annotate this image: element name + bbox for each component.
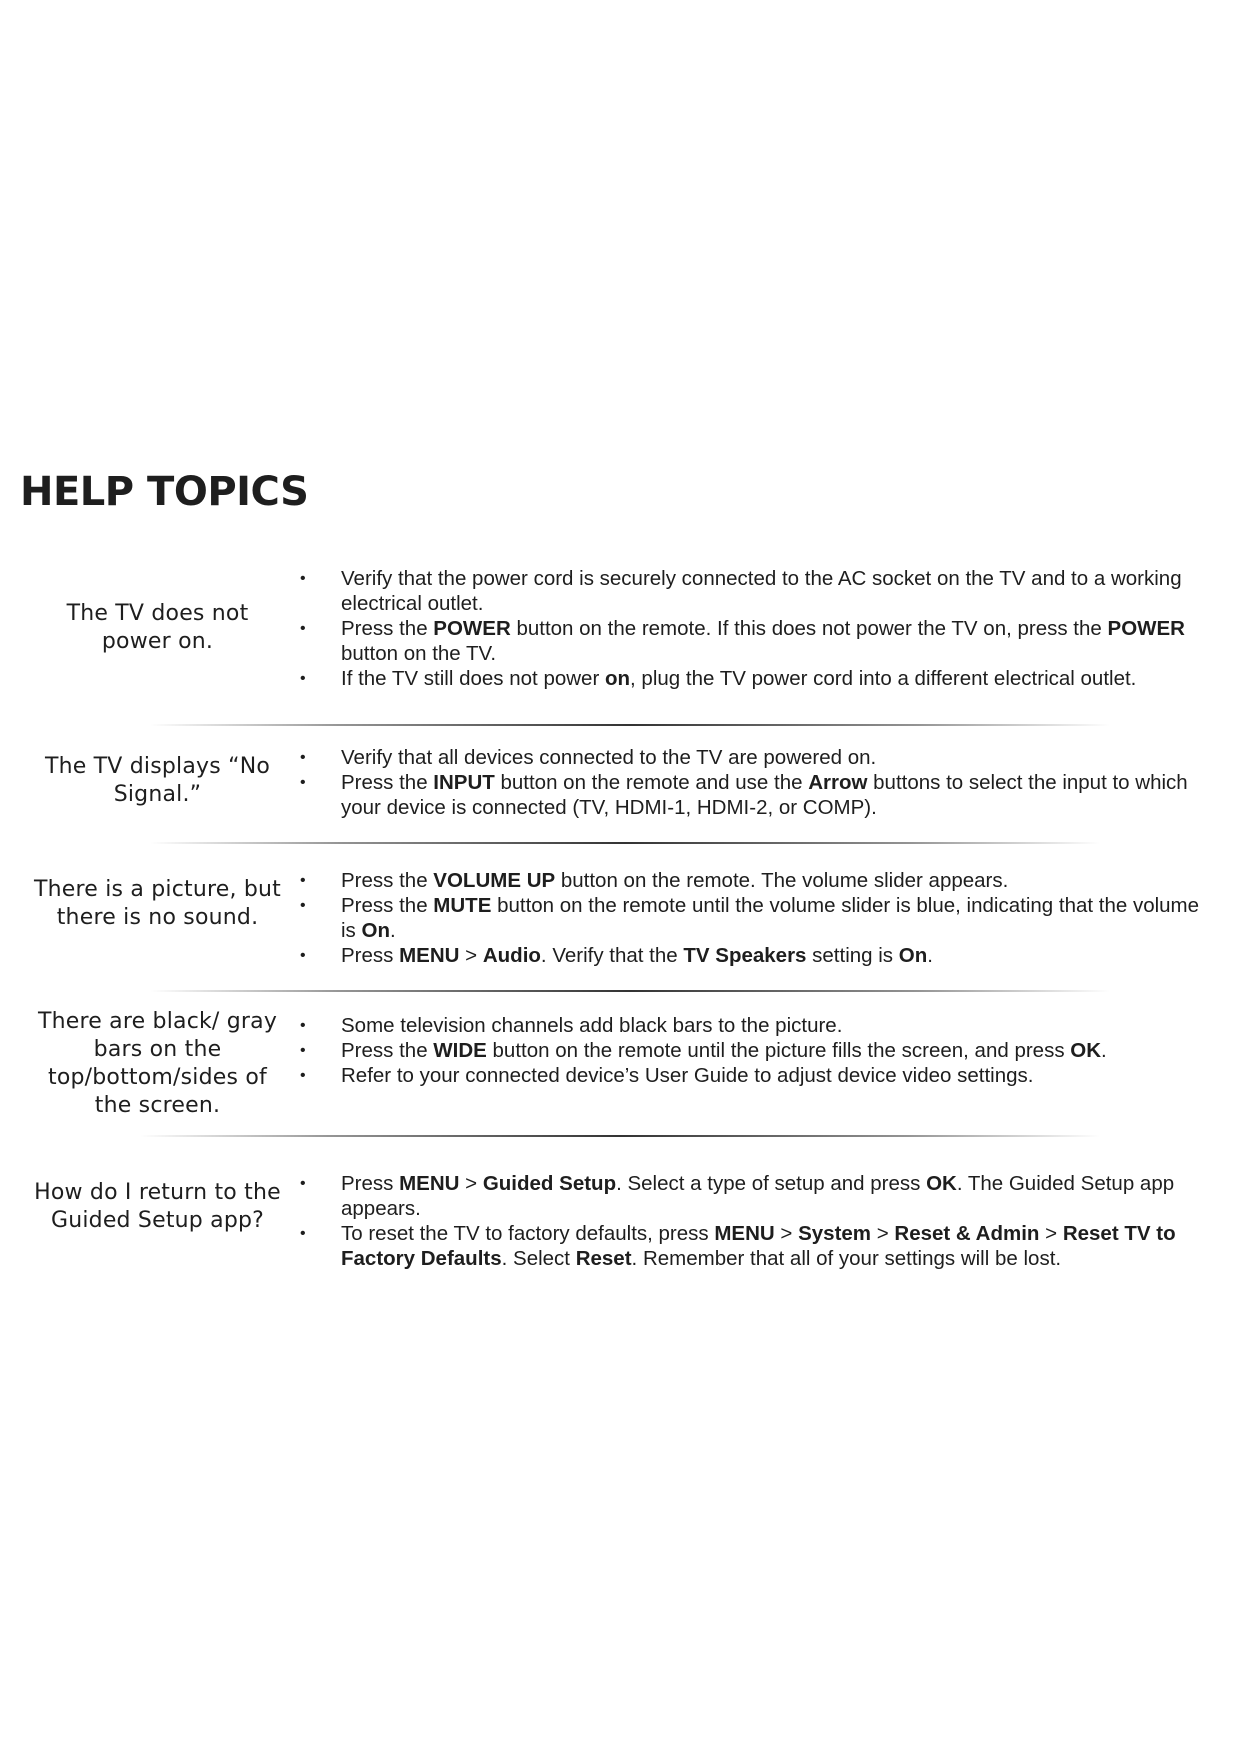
emphasis-text: VOLUME UP — [433, 869, 556, 892]
answer-item: • Verify that all devices connected to the TV are powered on. — [300, 746, 877, 769]
topic-question: How do I return to the Guided Setup app? — [34, 1180, 281, 1233]
answer-item: • Press the POWER button on the remote. If this does not power the TV on, press the POWER button on the TV. — [300, 617, 1185, 665]
answer-item: • Some television channels add black bars to the picture. — [300, 1014, 843, 1037]
topic-divider — [150, 842, 1100, 844]
answer-item: • Press the WIDE button on the remote until the picture fills the screen, and press OK. — [300, 1039, 1107, 1062]
topic-question: There is a picture, but there is no sound. — [33, 877, 281, 930]
bullet-icon: • — [300, 1042, 306, 1059]
emphasis-text: OK — [926, 1172, 957, 1195]
emphasis-text: on — [604, 667, 631, 690]
page-title: HELP TOPICS — [20, 469, 309, 515]
emphasis-text: TV Speakers — [683, 944, 807, 967]
bullet-icon: • — [300, 1175, 306, 1192]
answer-item: • Press MENU > Audio. Verify that the TV Speakers setting is On. — [300, 944, 933, 967]
bullet-icon: • — [300, 897, 306, 914]
answer-item: • Verify that the power cord is securely connected to the AC socket on the TV and to a working electrical outlet. — [300, 567, 1182, 615]
emphasis-text: OK — [1070, 1039, 1102, 1062]
topic-answers — [300, 1013, 1210, 1088]
topic-divider — [150, 990, 1110, 992]
topic-answers — [300, 566, 1210, 691]
bullet-icon: • — [300, 749, 306, 766]
emphasis-text: MENU — [714, 1222, 775, 1245]
emphasis-text: Reset TV to Factory Defaults — [341, 1222, 1176, 1270]
topic-answers — [300, 745, 1210, 820]
answer-item: • Press the INPUT button on the remote and use the Arrow buttons to select the input to which your device is connected (TV, HDMI-1, HDMI-2, or COMP). — [300, 771, 1188, 819]
topic-question: The TV displays “No Signal.” — [44, 754, 271, 807]
emphasis-text: Guided Setup — [482, 1172, 617, 1195]
emphasis-text: Audio — [482, 944, 541, 967]
emphasis-text: System — [798, 1222, 872, 1245]
emphasis-text: MENU — [399, 944, 460, 967]
answer-item: • To reset the TV to factory defaults, press MENU > System > Reset & Admin > Reset TV to Factory Defaults. Select Reset. Remember that all of your settings will be lost. — [300, 1222, 1176, 1270]
bullet-icon: • — [300, 570, 306, 587]
emphasis-text: MUTE — [433, 894, 492, 917]
bullet-icon: • — [300, 1225, 306, 1242]
emphasis-text: Reset — [575, 1247, 632, 1270]
topic-answers — [300, 1171, 1210, 1271]
bullet-icon: • — [300, 947, 306, 964]
emphasis-text: On — [898, 944, 928, 967]
emphasis-text: Reset & Admin — [894, 1222, 1040, 1245]
emphasis-text: WIDE — [433, 1039, 487, 1062]
bullet-icon: • — [300, 620, 306, 637]
bullet-icon: • — [300, 872, 306, 889]
emphasis-text: INPUT — [433, 771, 495, 794]
topic-divider — [140, 1135, 1100, 1137]
topic-answers — [300, 868, 1210, 968]
topic-divider — [150, 724, 1110, 726]
topic-question: There are black/ gray bars on the top/bottom/sides of the screen. — [37, 1009, 278, 1118]
bullet-icon: • — [300, 1067, 306, 1084]
emphasis-text: POWER — [1107, 617, 1185, 640]
answer-item: • Press the MUTE button on the remote until the volume slider is blue, indicating that the volume is On. — [300, 894, 1200, 942]
emphasis-text: MENU — [399, 1172, 460, 1195]
answer-item: • If the TV still does not power on, plug the TV power cord into a different electrical outlet. — [300, 667, 1137, 690]
answer-item: • Press MENU > Guided Setup. Select a type of setup and press OK. The Guided Setup app appears. — [300, 1172, 1175, 1220]
emphasis-text: On — [361, 919, 390, 942]
bullet-icon: • — [300, 774, 306, 791]
topic-question: The TV does not power on. — [66, 601, 249, 654]
bullet-icon: • — [300, 1017, 306, 1034]
emphasis-text: Arrow — [808, 771, 868, 794]
answer-item: • Press the VOLUME UP button on the remote. The volume slider appears. — [300, 869, 1009, 892]
answer-item: • Refer to your connected device’s User Guide to adjust device video settings. — [300, 1064, 1034, 1087]
emphasis-text: POWER — [433, 617, 511, 640]
bullet-icon: • — [300, 670, 306, 687]
